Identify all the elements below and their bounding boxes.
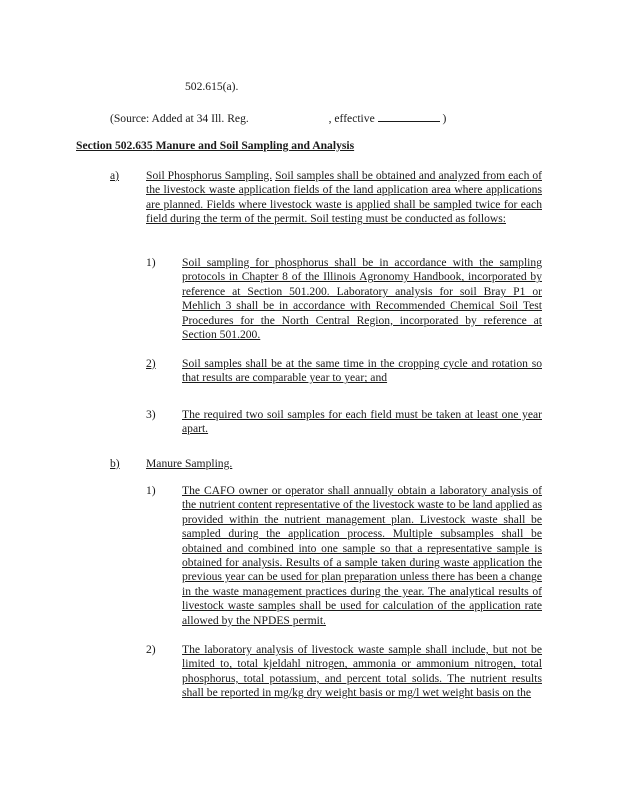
item-a1-number: 1) [146,256,156,269]
subsection-b-label: b) [110,457,120,470]
item-a1-text: Soil sampling for phosphorus shall be in accordance with the sampling protocols in Chapter 8 of the Illinois Agronomy Handbook, incorporated by reference at Section 501.200. Laboratory analysis for soil Bray P1 or Mehlich 3 shall be in accordance with Recommended Chemical Soil Test Procedures for the North Central Region, incorporated by reference at Section 501.200. [182,256,542,342]
item-b2-text: The laboratory analysis of livestock waste sample shall include, but not be limited to, total kjeldahl nitrogen, ammonia or ammonium nitrogen, total phosphorus, total potassium, and percent total solids. The nutrient results shall be reported in mg/kg dry weight basis or mg/l wet weight basis on the [182,643,542,700]
section-title: Manure and Soil Sampling and Analysis [155,139,355,152]
item-a3-number: 3) [146,408,156,421]
source-prefix: (Source: Added at 34 Ill. Reg. [110,112,249,125]
source-close: ) [442,112,447,125]
source-note [110,110,446,126]
section-heading [76,139,354,153]
section-number: Section 502.635 [76,139,153,152]
source-effective: , effective [328,112,375,125]
subsection-a-label: a) [110,169,120,182]
subsection-b-heading: Manure Sampling. [146,457,233,470]
subsection-a-paragraph [146,169,542,227]
item-b1-text: The CAFO owner or operator shall annually obtain a laboratory analysis of the nutrient content representative of the livestock waste to be land applied as provided within the nutrient management plan. Livestock waste shall be sampled during the application process. Multiple subsamples shall be obtained and combined into one sample so that a representative sample is obtained for analysis. Results of a sample taken during waste application the previous year can be used for plan preparation unless there has been a change in the waste management practices during the year. The analytical results of livestock waste samples shall be used for calculation of the application rate allowed by the NPDES permit. [182,484,542,627]
item-b2-number: 2) [146,643,156,656]
subsection-a-body: Soil samples shall be obtained and analyzed from each of the livestock waste application fields of the land application area where applications are planned. Fields where livestock waste is applied shall be sampled twice for each field during the term of the permit. Soil testing must be conducted as follows: [146,169,542,226]
item-a2-text: Soil samples shall be at the same time in the cropping cycle and rotation so that results are comparable year to year; and [182,357,542,385]
effective-date-blank [378,110,440,122]
item-a3-text: The required two soil samples for each field must be taken at least one year apart. [182,408,542,436]
item-b1-number: 1) [146,484,156,497]
item-a2-number: 2) [146,357,156,370]
subsection-a-heading: Soil Phosphorus Sampling. [146,169,273,182]
section-reference: 502.615(a). [185,80,239,93]
